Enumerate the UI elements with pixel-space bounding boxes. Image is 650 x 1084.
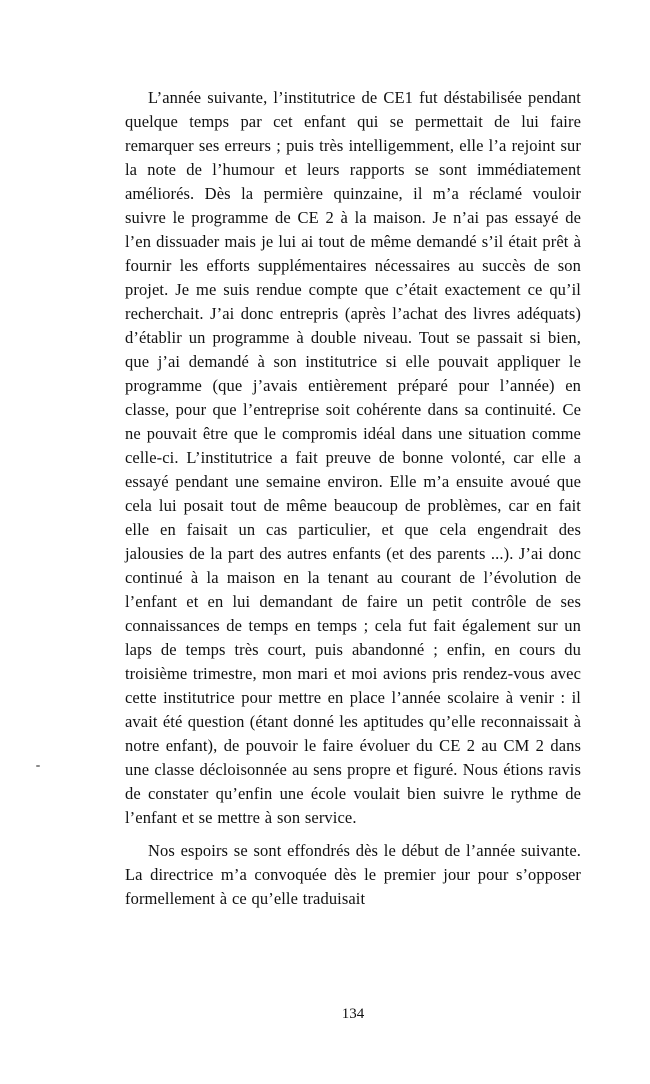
- paragraph-2: Nos espoirs se sont effondrés dès le début de l’année suivante. La directrice m’a convoquée dès le premier jour pour s’opposer formellement à ce qu’elle traduisait: [125, 841, 581, 908]
- scan-artifact-dot: [36, 765, 40, 767]
- page-text-block: [125, 86, 581, 911]
- paragraph-1: L’année suivante, l’institutrice de CE1 fut déstabilisée pendant quelque temps par cet enfant qui se permettait de lui faire remarquer ses erreurs ; puis très intelligemment, elle l’a rejoint sur la note de l’humour et leurs rapports se sont immédiatement améliorés. Dès la permière quinzaine, il m’a réclamé vouloir suivre le programme de CE 2 à la maison. Je n’ai pas essayé de l’en dissuader mais je lui ai tout de même demandé s’il était prêt à fournir les efforts supplémentaires nécessaires au succès de son projet. Je me suis rendue compte que c’était exactement ce qu’il recherchait. J’ai donc entrepris (après l’achat des livres adéquats) d’établir un programme à double niveau. Tout se passait si bien, que j’ai demandé à son institutrice si elle pouvait appliquer le programme (que j’avais entièrement préparé pour l’année) en classe, pour que l’entreprise soit cohérente dans sa continuité. Ce ne pouvait être que le compromis idéal dans une situation comme celle-ci. L’institutrice a fait preuve de bonne volonté, car elle a essayé pendant une semaine environ. Elle m’a ensuite avoué que cela lui posait tout de même beaucoup de problèmes, car en fait elle en faisait un cas particulier, et que cela engendrait des jalousies de la part des autres enfants (et des parents ...). J’ai donc continué à la maison en la tenant au courant de l’évolution de l’enfant et en lui demandant de faire un petit contrôle de ses connaissances de temps en temps ; cela fut fait également sur un laps de temps très court, puis abandonné ; enfin, en cours du troisième trimestre, mon mari et moi avions pris rendez-vous avec cette institutrice pour mettre en place l’année scolaire à venir : il avait été question (étant donné les aptitudes qu’elle reconnaissait à notre enfant), de pouvoir le faire évoluer du CE 2 au CM 2 dans une classe décloisonnée au sens propre et figuré. Nous étions ravis de constater qu’enfin une école voulait bien suivre le rythme de l’enfant et se mettre à son service.: [125, 88, 581, 827]
- page-number: 134: [341, 1006, 365, 1022]
